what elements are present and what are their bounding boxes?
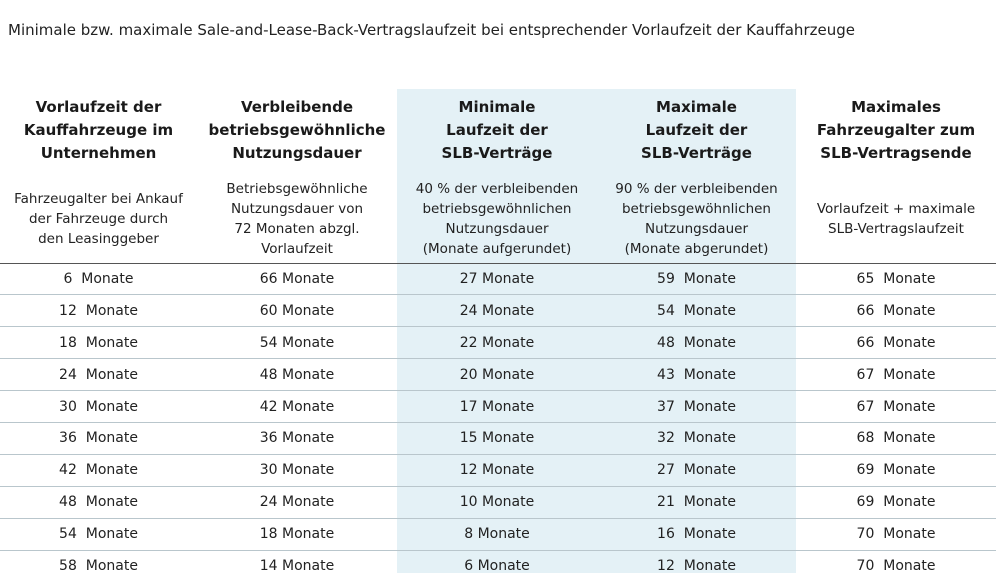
table-cell: 66 Monate [796,295,996,327]
column-note-nutzungsdauer: Betriebsgewöhnliche Nutzungsdauer von 72 Monaten abzgl. Vorlaufzeit [226,181,368,258]
table-cell: 48 Monate [197,359,397,391]
table-row [0,327,996,359]
table-row [0,422,996,454]
table-row [0,295,996,327]
column-note-minimale-laufzeit: 40 % der verbleibenden betriebsgewöhnlichen Nutzungsdauer (Monate aufgerundet) [415,181,579,258]
table-cell: 69 Monate [796,486,996,518]
table-cell: 32 Monate [597,422,796,454]
table-cell: 24 Monate [197,486,397,518]
table-cell: 24 Monate [397,295,597,327]
table-cell: 10 Monate [397,486,597,518]
table-cell: 12 Monate [0,295,197,327]
table-cell: 30 Monate [197,454,397,486]
laufzeit-table [0,89,996,581]
table-cell: 67 Monate [796,391,996,423]
table-cell: 36 Monate [197,422,397,454]
table-cell: 42 Monate [0,454,197,486]
table-cell: 54 Monate [597,295,796,327]
column-header-maximale-laufzeit: Maximale Laufzeit der SLB-Verträge [641,98,752,162]
subheader-row [0,176,996,263]
table-cell: 6 Monate [0,263,197,295]
table-cell: 17 Monate [397,391,597,423]
table-cell: 15 Monate [397,422,597,454]
table-cell: 66 Monate [796,327,996,359]
table-cell: 18 Monate [197,518,397,550]
table-cell: 69 Monate [796,454,996,486]
table-row [0,263,996,295]
table-row [0,359,996,391]
table-row [0,486,996,518]
table-cell: 30 Monate [0,391,197,423]
table-cell: 59 Monate [597,263,796,295]
column-header-minimale-laufzeit: Minimale Laufzeit der SLB-Verträge [441,98,553,162]
table-cell: 6 Monate [397,550,597,581]
table-cell: 14 Monate [197,550,397,581]
table-row [0,518,996,550]
column-header-vorlaufzeit: Vorlaufzeit der Kauffahrzeuge im Unternehmen [23,98,174,162]
table-cell: 24 Monate [0,359,197,391]
table-cell: 42 Monate [197,391,397,423]
table-cell: 27 Monate [597,454,796,486]
table-cell: 20 Monate [397,359,597,391]
table-cell: 48 Monate [0,486,197,518]
table-cell: 70 Monate [796,550,996,581]
table-cell: 68 Monate [796,422,996,454]
table-cell: 54 Monate [197,327,397,359]
table-row [0,550,996,581]
column-header-fahrzeugalter: Maximales Fahrzeugalter zum SLB-Vertragsende [816,98,976,162]
column-note-fahrzeugalter: Vorlaufzeit + maximale SLB-Vertragslaufzeit [816,201,976,238]
table-title: Minimale bzw. maximale Sale-and-Lease-Back-Vertragslaufzeit bei entsprechender Vorlaufzeit der Kauffahrzeuge [8,21,855,39]
table-cell: 12 Monate [597,550,796,581]
header-row [0,89,996,176]
table-row [0,391,996,423]
table-cell: 18 Monate [0,327,197,359]
table-cell: 70 Monate [796,518,996,550]
table-cell: 66 Monate [197,263,397,295]
table-cell: 67 Monate [796,359,996,391]
table-cell: 37 Monate [597,391,796,423]
table-cell: 36 Monate [0,422,197,454]
table-cell: 22 Monate [397,327,597,359]
table-cell: 8 Monate [397,518,597,550]
table-row [0,454,996,486]
column-note-maximale-laufzeit: 90 % der verbleibenden betriebsgewöhnlichen Nutzungsdauer (Monate abgerundet) [615,181,778,258]
table-cell: 43 Monate [597,359,796,391]
column-header-nutzungsdauer: Verbleibende betriebsgewöhnliche Nutzungsdauer [208,98,386,162]
table-cell: 60 Monate [197,295,397,327]
column-note-vorlaufzeit: Fahrzeugalter bei Ankauf der Fahrzeuge durch den Leasinggeber [14,191,183,248]
table-cell: 65 Monate [796,263,996,295]
table-cell: 16 Monate [597,518,796,550]
table-cell: 48 Monate [597,327,796,359]
table-cell: 12 Monate [397,454,597,486]
table-cell: 27 Monate [397,263,597,295]
table-cell: 54 Monate [0,518,197,550]
table-cell: 58 Monate [0,550,197,581]
table-cell: 21 Monate [597,486,796,518]
